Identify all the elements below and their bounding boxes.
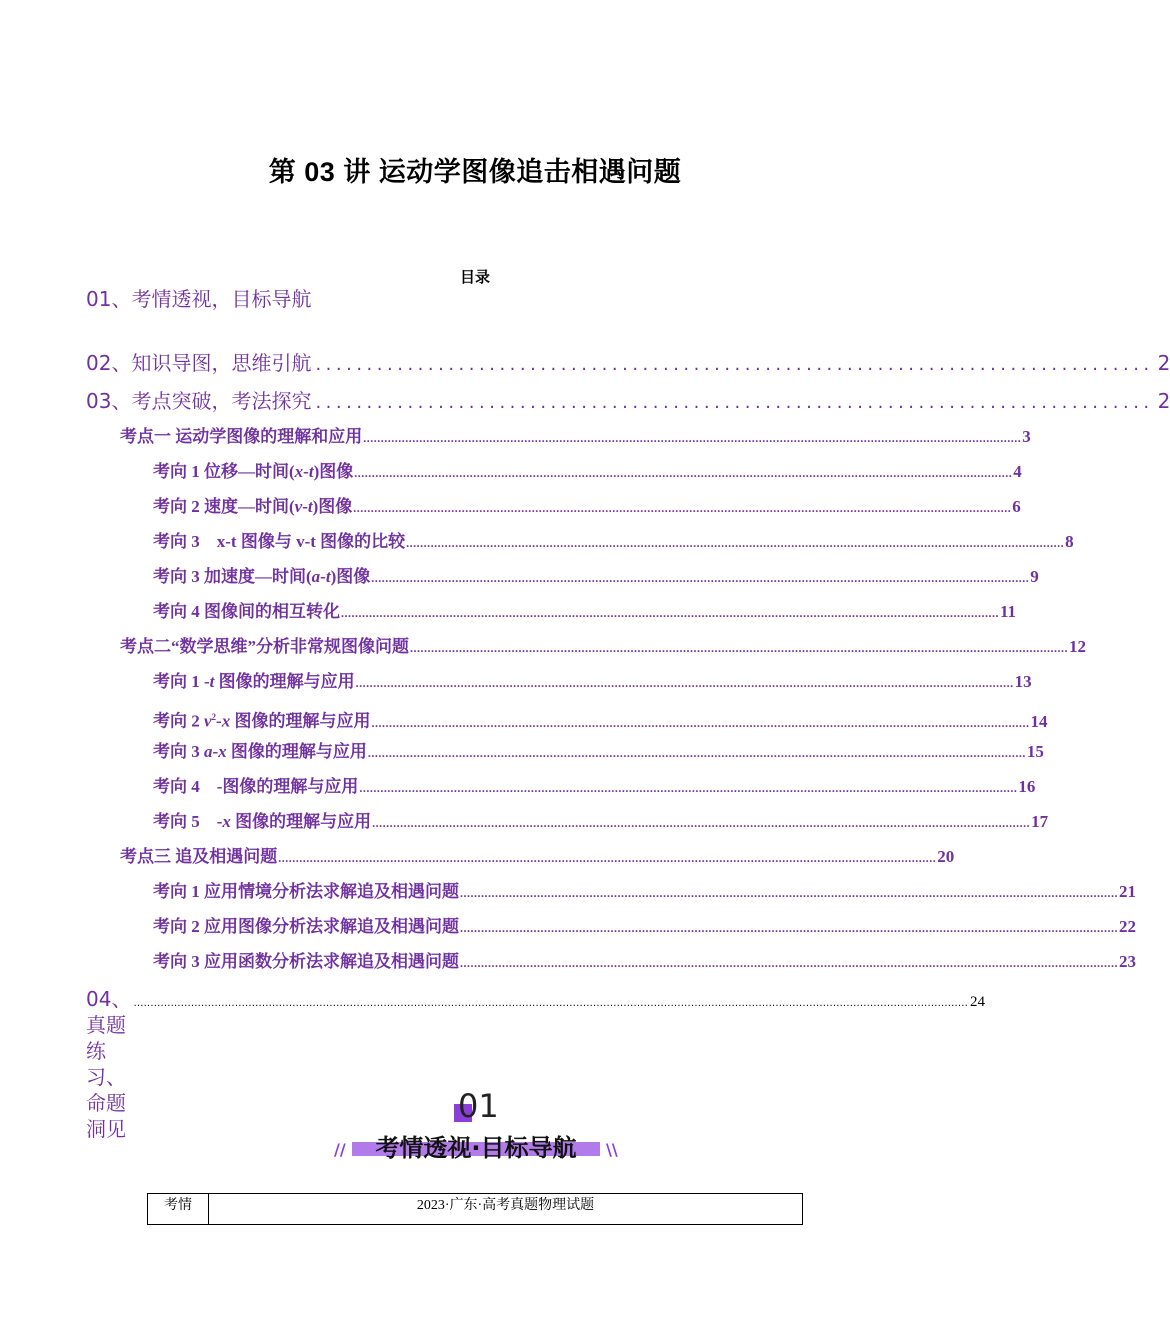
toc-leader: ............................................................................................................................................................................................ xyxy=(354,466,1013,480)
toc-page: 17 xyxy=(1031,812,1049,831)
toc-label: 04、真题练习、命题洞见 xyxy=(86,987,132,1141)
toc-item-kaoxiang-2-5[interactable] xyxy=(153,811,1049,834)
toc-item-kaoxiang-1-4[interactable] xyxy=(153,566,1039,589)
banner-right-slashes: \\ xyxy=(606,1140,618,1159)
toc-page: 9 xyxy=(1030,567,1039,586)
banner-label: 考情透视·目标导航 xyxy=(375,1134,577,1162)
toc-item-kaoxiang-2-4[interactable] xyxy=(153,776,1036,799)
toc-leader: ............................................................................................................................................................................................ xyxy=(355,676,1014,690)
toc-leader: ............................................................................................................................................................................................ xyxy=(410,641,1068,655)
toc-item-kaoxiang-1-3[interactable] xyxy=(153,531,1074,554)
toc-label: 考向 4 -图像的理解与应用 xyxy=(153,777,359,796)
toc-item-kaodian-3[interactable] xyxy=(120,846,955,869)
toc-page: 12 xyxy=(1069,637,1086,656)
toc-page: 8 xyxy=(1065,532,1074,551)
toc-leader: ............................................................................................................................................................................................ xyxy=(341,606,999,620)
toc-leader: ............................................................................................................................................................................................ xyxy=(460,921,1118,935)
toc-leader: .................................................................................. xyxy=(315,354,1154,375)
toc-page: 2 xyxy=(1157,351,1170,375)
toc-label: 考向 3 加速度—时间(a-t)图像 xyxy=(153,567,371,586)
toc-label: 考向 2 速度—时间(v-t)图像 xyxy=(153,497,353,516)
toc-label: 考点一 运动学图像的理解和应用 xyxy=(120,427,363,446)
toc-label: 03、考点突破，考法探究 xyxy=(86,389,312,413)
toc-leader: ............................................................................................................................................................................................ xyxy=(359,781,1018,795)
toc-item-kaoxiang-1-1[interactable] xyxy=(153,461,1022,484)
toc-page: 11 xyxy=(1000,602,1017,621)
toc-label: 考点二“数学思维”分析非常规图像问题 xyxy=(120,637,409,656)
toc-item-kaoxiang-2-2[interactable] xyxy=(153,706,1048,734)
toc-leader: ............................................................................................................................................................................................ xyxy=(371,571,1030,585)
toc-label: 考向 4 图像间的相互转化 xyxy=(153,602,340,621)
toc-item-kaoxiang-3-3[interactable] xyxy=(153,951,1136,974)
toc-label: 考向 2 应用图像分析法求解追及相遇问题 xyxy=(153,917,459,936)
toc-page: 24 xyxy=(970,994,985,1010)
toc-page: 22 xyxy=(1119,917,1136,936)
toc-leader: ............................................................................................................................................................................................ xyxy=(371,715,1030,730)
toc-leader: ............................................................................................................................................................................................ xyxy=(367,746,1026,760)
toc-page: 3 xyxy=(1022,427,1031,446)
toc-page: 4 xyxy=(1013,462,1022,481)
banner-left-slashes: // xyxy=(334,1140,346,1159)
toc-leader: ............................................................................................................................................................................................ xyxy=(406,536,1065,550)
toc-label: 考向 3 x-t 图像与 v-t 图像的比较 xyxy=(153,532,406,551)
toc-label: 考向 1 位移—时间(x-t)图像 xyxy=(153,462,354,481)
toc-item-kaoxiang-3-2[interactable] xyxy=(153,916,1136,939)
toc-item-02[interactable] xyxy=(86,350,1170,378)
table-header-cell: 考情 xyxy=(148,1194,209,1224)
toc-leader: ............................................................................................................................................................................................ xyxy=(363,431,1022,445)
toc-item-kaodian-1[interactable] xyxy=(120,426,1031,449)
toc-heading: 目录 xyxy=(459,269,490,286)
toc-label: 考向 3 应用函数分析法求解追及相遇问题 xyxy=(153,952,459,971)
toc-page: 2 xyxy=(1157,389,1170,413)
toc-item-kaoxiang-3-1[interactable] xyxy=(153,881,1136,904)
toc-page: 16 xyxy=(1018,777,1036,796)
page-title: 第 03 讲 运动学图像追击相遇问题 xyxy=(268,157,682,187)
toc-label: 考向 1 -t 图像的理解与应用 xyxy=(153,672,355,691)
toc-label: 考向 5 -x 图像的理解与应用 xyxy=(153,812,372,831)
toc-page: 6 xyxy=(1012,497,1021,516)
toc-leader: ............................................................................................................................................................................................ xyxy=(460,886,1118,900)
toc-page: 13 xyxy=(1014,672,1032,691)
section-banner xyxy=(330,1088,620,1168)
toc-item-kaodian-2[interactable] xyxy=(120,636,1086,659)
toc-leader: ............................................................................................................................................................................................ xyxy=(460,956,1118,970)
toc-item-01[interactable]: 01、考情透视，目标导航 xyxy=(86,287,312,311)
toc-page: 20 xyxy=(937,847,955,866)
toc-label: 考点三 追及相遇问题 xyxy=(120,847,278,866)
toc-item-kaoxiang-2-3[interactable] xyxy=(153,741,1044,764)
toc-item-kaoxiang-2-1[interactable] xyxy=(153,671,1032,694)
toc-leader: ............................................................................................................................................................................................ xyxy=(372,816,1031,830)
table-value-cell: 2023·广东·高考真题物理试题 xyxy=(416,1198,595,1213)
toc-leader: ............................................................................................................................................................................................ xyxy=(278,851,937,865)
toc-label: 02、知识导图，思维引航 xyxy=(86,351,312,375)
toc-label: 考向 3 a-x 图像的理解与应用 xyxy=(153,742,367,761)
toc-page: 23 xyxy=(1119,952,1136,971)
exam-info-table xyxy=(147,1193,803,1225)
toc-label: 考向 1 应用情境分析法求解追及相遇问题 xyxy=(153,882,459,901)
toc-leader: ............................................................................................................................................................................................ xyxy=(353,501,1012,515)
toc-item-kaoxiang-1-2[interactable] xyxy=(153,496,1021,519)
toc-page: 14 xyxy=(1030,711,1048,731)
toc-leader: .................................................................................. xyxy=(315,392,1154,413)
toc-label: 考向 2 $v^2-x$ 图像的理解与应用 xyxy=(153,711,371,731)
toc-page: 21 xyxy=(1119,882,1136,901)
toc-leader: ....................................................................................................................................................................................................................................................... xyxy=(133,998,968,1009)
toc-item-kaoxiang-1-5[interactable] xyxy=(153,601,1017,624)
banner-number: 01 xyxy=(458,1087,499,1125)
toc-page: 15 xyxy=(1026,742,1044,761)
toc-item-03[interactable] xyxy=(86,388,1170,416)
